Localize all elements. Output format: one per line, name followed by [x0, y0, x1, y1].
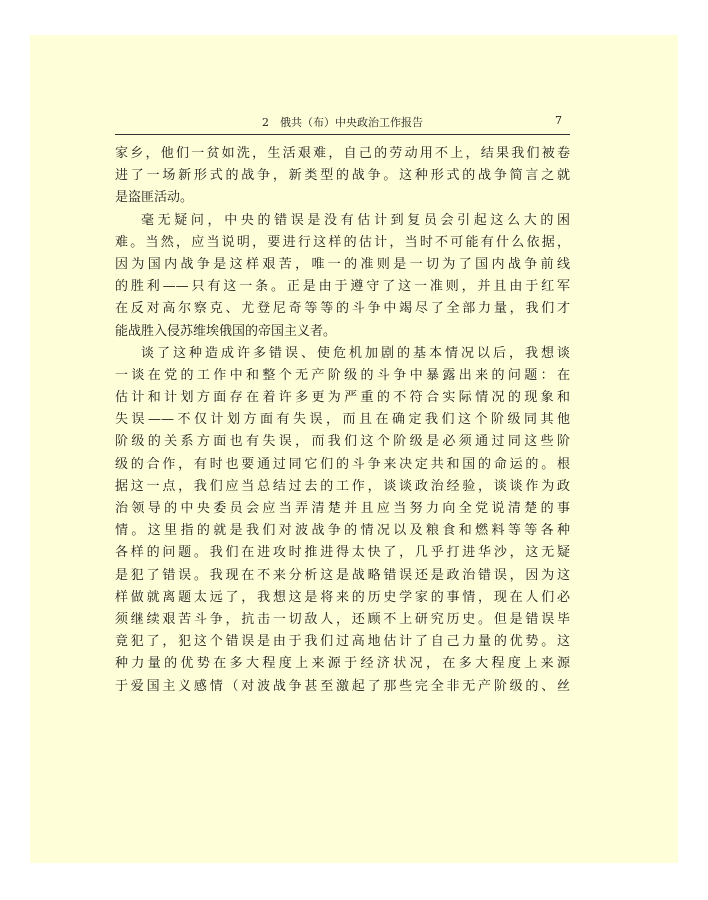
chapter-title: 2 俄共（布）中央政治工作报告 — [262, 116, 423, 129]
text-line: 在反对高尔察克、尤登尼奇等等的斗争中竭尽了全部力量，我们才 — [115, 301, 570, 317]
text-line: 级的合作，有时也要通过同它们的斗争来决定共和国的命运的。根 — [115, 456, 570, 472]
text-line: 是犯了错误。我现在不来分析这是战略错误还是政治错误，因为这 — [115, 567, 570, 583]
running-header — [115, 112, 570, 132]
text-line: 能战胜入侵苏维埃俄国的帝国主义者。 — [115, 323, 337, 339]
text-line: 样做就离题太远了，我想这是将来的历史学家的事情，现在人们必 — [115, 589, 570, 605]
text-line: 种力量的优势在多大程度上来源于经济状况，在多大程度上来源 — [115, 656, 570, 672]
text-line: 治领导的中央委员会应当弄清楚并且应当努力向全党说清楚的事 — [115, 501, 570, 516]
text-line: 家乡，他们一贫如洗，生活艰难，自己的劳动用不上，结果我们被卷 — [115, 146, 570, 161]
text-line: 因为国内战争是这样艰苦，唯一的准则是一切为了国内战争前线 — [115, 256, 570, 272]
text-line: 难。当然，应当说明，要进行这样的估计，当时不可能有什么依据， — [115, 234, 570, 250]
text-line: 毫无疑问，中央的错误是没有估计到复员会引起这么大的困 — [141, 212, 570, 228]
text-line: 须继续艰苦斗争，抗击一切敌人，还顾不上研究历史。但是错误毕 — [115, 611, 570, 627]
text-line: 阶级的关系方面也有失误，而我们这个阶级是必须通过同这些阶 — [115, 434, 570, 450]
text-line: 是盗匪活动。 — [115, 190, 194, 206]
text-line: 一谈在党的工作中和整个无产阶级的斗争中暴露出来的问题：在 — [115, 367, 570, 383]
text-line: 估计和计划方面存在着许多更为严重的不符合实际情况的现象和 — [115, 390, 570, 406]
text-line: 进了一场新形式的战争，新类型的战争。这种形式的战争简言之就 — [115, 168, 570, 184]
text-line: 竟犯了，犯这个错误是由于我们过高地估计了自己力量的优势。这 — [115, 634, 570, 650]
text-line: 的胜利——只有这一条。正是由于遵守了这一准则，并且由于红军 — [115, 279, 570, 295]
text-line: 于爱国主义感情（对波战争甚至激起了那些完全非无产阶级的、丝 — [115, 678, 570, 694]
text-line: 据这一点，我们应当总结过去的工作，谈谈政治经验，谈谈作为政 — [115, 478, 570, 494]
text-line: 谈了这种造成许多错误、使危机加剧的基本情况以后，我想谈 — [141, 345, 570, 361]
body-text — [115, 143, 570, 698]
text-line: 失误——不仅计划方面有失误，而且在确定我们这个阶级同其他 — [115, 412, 570, 428]
page-number: 7 — [555, 114, 562, 127]
header-rule — [115, 134, 570, 135]
text-line: 情。这里指的就是我们对波战争的情况以及粮食和燃料等等各种 — [115, 523, 570, 539]
text-line: 各样的问题。我们在进攻时推进得太快了，几乎打进华沙，这无疑 — [115, 545, 570, 561]
